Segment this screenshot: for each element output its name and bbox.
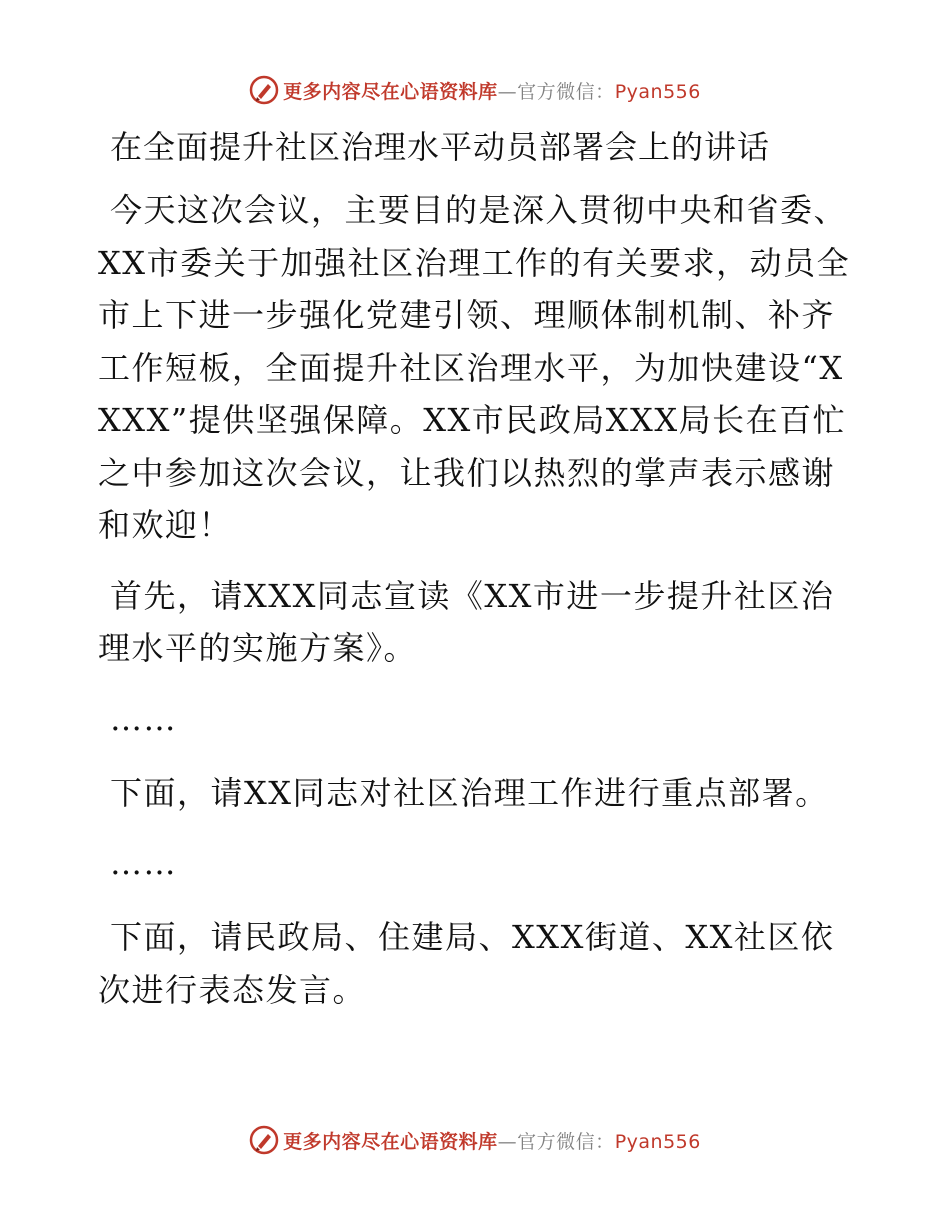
banner-library-name: 更多内容尽在心语资料库 bbox=[283, 1130, 498, 1153]
banner-dash: — bbox=[497, 1130, 518, 1153]
paragraph-reading: 首先，请XXX同志宣读《XX市进一步提升社区治理水平的实施方案》。 bbox=[98, 576, 835, 667]
pen-logo-icon bbox=[249, 75, 279, 105]
paragraph-opening: 今天这次会议，主要目的是深入贯彻中央和省委、XX市委关于加强社区治理工作的有关要求，动员全市上下进一步强化党建引领、理顺体制机制、补齐工作短板，全面提升社区治理水平，为加快建设“XXXX”提供坚强保障。XX市民政局XXX局长在百忙之中参加这次会议，让我们以热烈的掌声表示感谢和欢迎！ bbox=[98, 191, 851, 544]
banner-wechat-label: 官方微信： bbox=[517, 80, 615, 103]
banner-wechat-id: Pyan556 bbox=[614, 1130, 701, 1153]
footer-banner bbox=[0, 1120, 950, 1160]
banner-wechat-id: Pyan556 bbox=[614, 80, 701, 103]
banner-text bbox=[283, 77, 701, 104]
document-title: 在全面提升社区治理水平动员部署会上的讲话 bbox=[110, 128, 771, 166]
document-body bbox=[98, 122, 858, 1034]
header-banner bbox=[0, 70, 950, 110]
banner-dash: — bbox=[497, 80, 518, 103]
banner-text bbox=[283, 1127, 701, 1154]
paragraph-statements: 下面，请民政局、住建局、XXX街道、XX社区依次进行表态发言。 bbox=[98, 918, 835, 1009]
paragraph-deployment: 下面，请XX同志对社区治理工作进行重点部署。 bbox=[110, 773, 829, 812]
banner-wechat-label: 官方微信： bbox=[517, 1130, 615, 1153]
pen-logo-icon bbox=[249, 1125, 279, 1155]
paragraph-ellipsis: …… bbox=[110, 844, 177, 882]
paragraph-ellipsis: …… bbox=[110, 699, 177, 738]
banner-library-name: 更多内容尽在心语资料库 bbox=[283, 80, 498, 103]
